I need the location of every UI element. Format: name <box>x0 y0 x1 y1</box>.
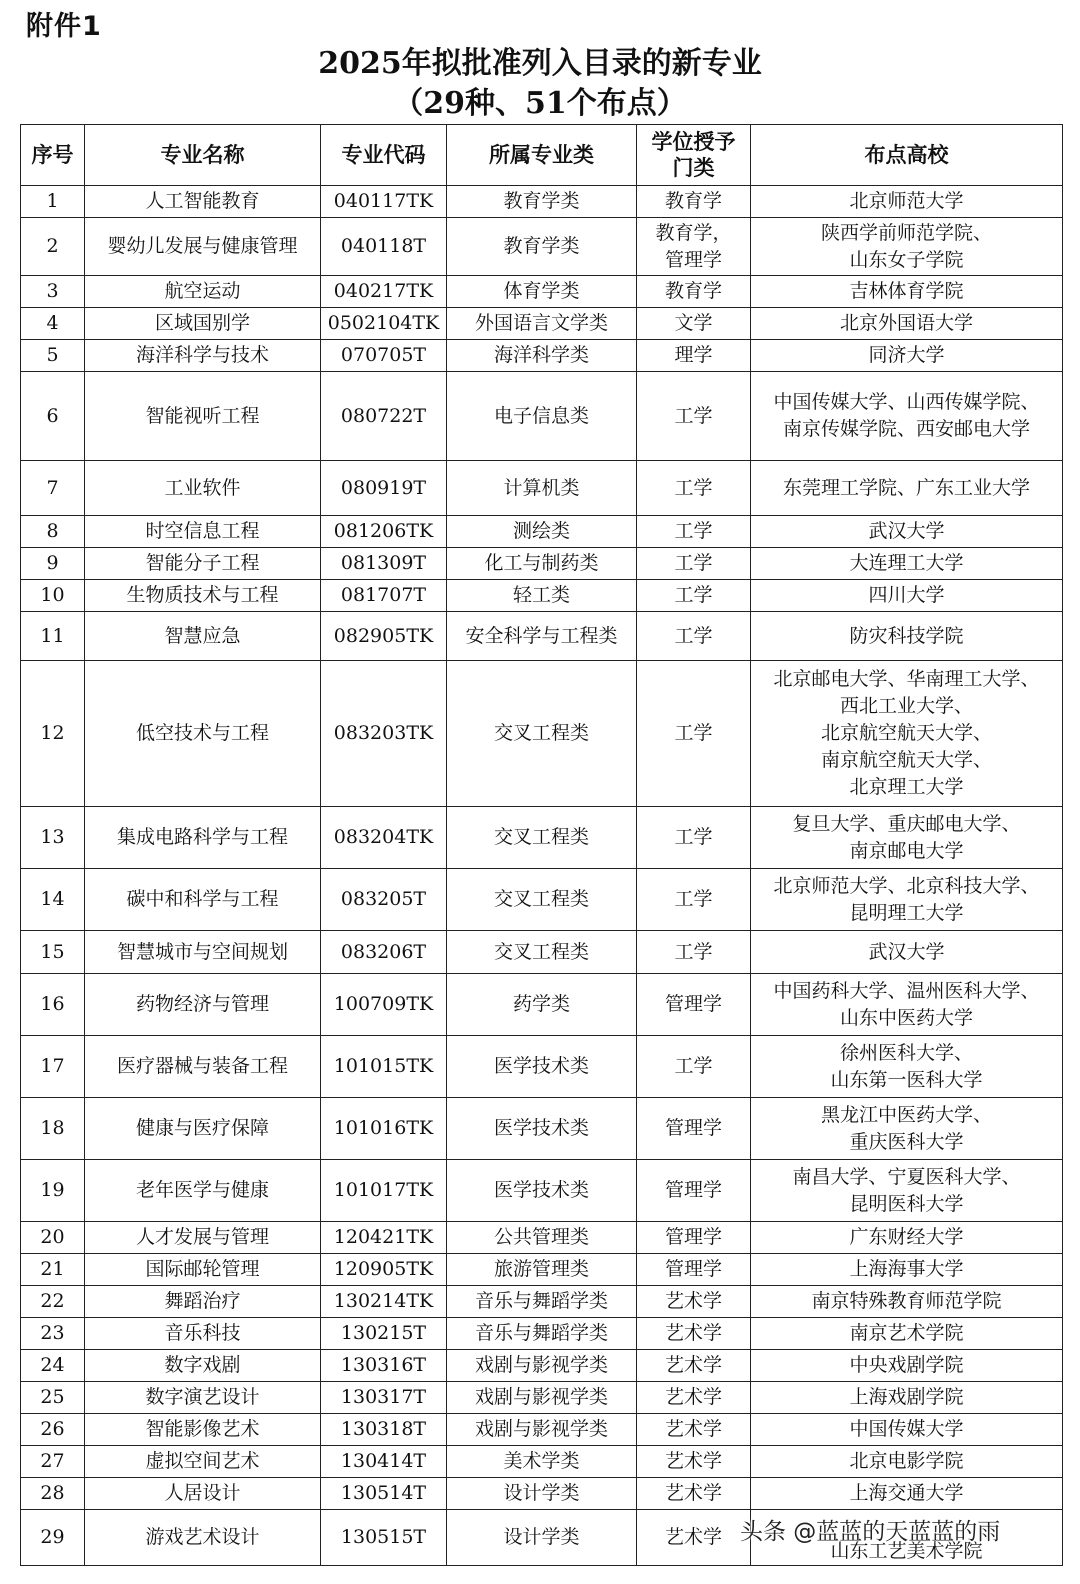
cell-institutions: 北京电影学院 <box>751 1446 1063 1478</box>
cell-major-code: 040217TK <box>321 276 447 308</box>
cell-category: 化工与制药类 <box>447 548 637 580</box>
cell-category: 轻工类 <box>447 580 637 612</box>
cell-major-name: 舞蹈治疗 <box>85 1286 321 1318</box>
cell-no: 15 <box>21 931 85 974</box>
cell-major-name: 智慧城市与空间规划 <box>85 931 321 974</box>
cell-no: 8 <box>21 516 85 548</box>
header-degree: 学位授予门类 <box>637 125 751 186</box>
table-row <box>21 516 1063 548</box>
cell-major-code: 080722T <box>321 372 447 461</box>
cell-major-code: 080919T <box>321 461 447 516</box>
cell-major-code: 100709TK <box>321 974 447 1036</box>
cell-no: 18 <box>21 1098 85 1160</box>
cell-major-name: 区域国别学 <box>85 308 321 340</box>
header-institutions: 布点高校 <box>751 125 1063 186</box>
cell-major-name: 药物经济与管理 <box>85 974 321 1036</box>
cell-category: 医学技术类 <box>447 1160 637 1222</box>
table-row <box>21 869 1063 931</box>
cell-institutions: 南京特殊教育师范学院 <box>751 1286 1063 1318</box>
table-row <box>21 340 1063 372</box>
cell-institutions: 广东财经大学 <box>751 1222 1063 1254</box>
table-row <box>21 580 1063 612</box>
cell-major-name: 智能影像艺术 <box>85 1414 321 1446</box>
table-row <box>21 218 1063 276</box>
table-row <box>21 1350 1063 1382</box>
cell-major-code: 040118T <box>321 218 447 276</box>
table-row <box>21 461 1063 516</box>
cell-category: 交叉工程类 <box>447 931 637 974</box>
cell-major-code: 130215T <box>321 1318 447 1350</box>
cell-degree: 艺术学 <box>637 1350 751 1382</box>
page-subtitle: （29种、51个布点） <box>393 86 687 121</box>
cell-no: 6 <box>21 372 85 461</box>
cell-major-code: 120421TK <box>321 1222 447 1254</box>
cell-no: 7 <box>21 461 85 516</box>
cell-no: 19 <box>21 1160 85 1222</box>
cell-no: 26 <box>21 1414 85 1446</box>
cell-degree: 文学 <box>637 308 751 340</box>
table-row <box>21 1098 1063 1160</box>
cell-major-code: 040117TK <box>321 186 447 218</box>
cell-degree: 管理学 <box>637 1254 751 1286</box>
cell-no: 17 <box>21 1036 85 1098</box>
table-row <box>21 807 1063 869</box>
cell-no: 22 <box>21 1286 85 1318</box>
cell-institutions: 上海戏剧学院 <box>751 1382 1063 1414</box>
cell-major-name: 健康与医疗保障 <box>85 1098 321 1160</box>
cell-category: 旅游管理类 <box>447 1254 637 1286</box>
cell-category: 音乐与舞蹈学类 <box>447 1318 637 1350</box>
table-row <box>21 1036 1063 1098</box>
cell-category: 音乐与舞蹈学类 <box>447 1286 637 1318</box>
cell-degree: 工学 <box>637 580 751 612</box>
cell-category: 药学类 <box>447 974 637 1036</box>
cell-institutions: 北京外国语大学 <box>751 308 1063 340</box>
table-row <box>21 1478 1063 1510</box>
attachment-label: 附件1 <box>26 11 102 42</box>
cell-major-name: 集成电路科学与工程 <box>85 807 321 869</box>
page-title: 2025年拟批准列入目录的新专业 <box>318 46 762 81</box>
cell-no: 20 <box>21 1222 85 1254</box>
cell-degree: 管理学 <box>637 1098 751 1160</box>
cell-major-name: 碳中和科学与工程 <box>85 869 321 931</box>
cell-major-name: 工业软件 <box>85 461 321 516</box>
table-row <box>21 308 1063 340</box>
table-row <box>21 931 1063 974</box>
cell-major-code: 082905TK <box>321 612 447 661</box>
cell-major-code: 120905TK <box>321 1254 447 1286</box>
cell-category: 戏剧与影视学类 <box>447 1414 637 1446</box>
cell-degree: 管理学 <box>637 974 751 1036</box>
cell-institutions: 北京师范大学、北京科技大学、 昆明理工大学 <box>751 869 1063 931</box>
cell-institutions: 北京师范大学 <box>751 186 1063 218</box>
table-row <box>21 1286 1063 1318</box>
cell-major-name: 虚拟空间艺术 <box>85 1446 321 1478</box>
cell-category: 安全科学与工程类 <box>447 612 637 661</box>
cell-category: 测绘类 <box>447 516 637 548</box>
cell-major-code: 101015TK <box>321 1036 447 1098</box>
cell-degree: 工学 <box>637 931 751 974</box>
cell-major-code: 0502104TK <box>321 308 447 340</box>
cell-no: 11 <box>21 612 85 661</box>
cell-major-name: 数字演艺设计 <box>85 1382 321 1414</box>
cell-institutions: 黑龙江中医药大学、 重庆医科大学 <box>751 1098 1063 1160</box>
cell-institutions: 防灾科技学院 <box>751 612 1063 661</box>
cell-degree: 艺术学 <box>637 1478 751 1510</box>
cell-degree: 工学 <box>637 661 751 807</box>
cell-institutions: 武汉大学 <box>751 516 1063 548</box>
cell-major-code: 081707T <box>321 580 447 612</box>
cell-major-name: 海洋科学与技术 <box>85 340 321 372</box>
cell-major-name: 生物质技术与工程 <box>85 580 321 612</box>
cell-category: 电子信息类 <box>447 372 637 461</box>
cell-degree: 艺术学 <box>637 1286 751 1318</box>
cell-major-name: 老年医学与健康 <box>85 1160 321 1222</box>
cell-major-name: 游戏艺术设计 <box>85 1510 321 1566</box>
cell-major-name: 智能分子工程 <box>85 548 321 580</box>
cell-no: 14 <box>21 869 85 931</box>
cell-major-code: 101016TK <box>321 1098 447 1160</box>
table-row <box>21 1222 1063 1254</box>
cell-category: 美术学类 <box>447 1446 637 1478</box>
cell-institutions: 上海海事大学 <box>751 1254 1063 1286</box>
cell-no: 3 <box>21 276 85 308</box>
cell-major-code: 083203TK <box>321 661 447 807</box>
cell-category: 外国语言文学类 <box>447 308 637 340</box>
table-row <box>21 1446 1063 1478</box>
cell-category: 公共管理类 <box>447 1222 637 1254</box>
table-row <box>21 661 1063 807</box>
cell-major-name: 人居设计 <box>85 1478 321 1510</box>
cell-degree: 工学 <box>637 461 751 516</box>
table-row <box>21 1254 1063 1286</box>
cell-institutions: 复旦大学、重庆邮电大学、 南京邮电大学 <box>751 807 1063 869</box>
cell-degree: 工学 <box>637 516 751 548</box>
cell-degree: 工学 <box>637 869 751 931</box>
cell-no: 28 <box>21 1478 85 1510</box>
table-row <box>21 1414 1063 1446</box>
cell-major-code: 130318T <box>321 1414 447 1446</box>
cell-degree: 工学 <box>637 548 751 580</box>
watermark: 头条 @蓝蓝的天蓝蓝的雨 <box>740 1519 1001 1545</box>
cell-institutions: 北京邮电大学、华南理工大学、 西北工业大学、 北京航空航天大学、 南京航空航天大学、 北京理工大学 <box>751 661 1063 807</box>
cell-major-name: 医疗器械与装备工程 <box>85 1036 321 1098</box>
cell-institutions: 山东工艺美术学院 <box>751 1510 1063 1566</box>
cell-category: 海洋科学类 <box>447 340 637 372</box>
cell-no: 1 <box>21 186 85 218</box>
table-row <box>21 276 1063 308</box>
cell-degree: 工学 <box>637 1036 751 1098</box>
cell-major-code: 130214TK <box>321 1286 447 1318</box>
cell-degree: 艺术学 <box>637 1382 751 1414</box>
cell-category: 教育学类 <box>447 186 637 218</box>
cell-degree: 工学 <box>637 612 751 661</box>
cell-degree: 教育学 <box>637 186 751 218</box>
cell-no: 10 <box>21 580 85 612</box>
cell-degree: 工学 <box>637 807 751 869</box>
cell-no: 9 <box>21 548 85 580</box>
cell-major-name: 低空技术与工程 <box>85 661 321 807</box>
cell-no: 29 <box>21 1510 85 1566</box>
cell-no: 2 <box>21 218 85 276</box>
table-row <box>21 186 1063 218</box>
header-code: 专业代码 <box>321 125 447 186</box>
cell-no: 21 <box>21 1254 85 1286</box>
cell-category: 戏剧与影视学类 <box>447 1350 637 1382</box>
cell-degree: 管理学 <box>637 1160 751 1222</box>
cell-major-name: 航空运动 <box>85 276 321 308</box>
cell-major-code: 130514T <box>321 1478 447 1510</box>
table-header-row <box>21 125 1063 186</box>
cell-no: 12 <box>21 661 85 807</box>
cell-major-code: 083205T <box>321 869 447 931</box>
cell-category: 医学技术类 <box>447 1036 637 1098</box>
header-no: 序号 <box>21 125 85 186</box>
cell-major-code: 130515T <box>321 1510 447 1566</box>
table-row <box>21 974 1063 1036</box>
cell-major-code: 070705T <box>321 340 447 372</box>
cell-institutions: 同济大学 <box>751 340 1063 372</box>
table-row <box>21 1318 1063 1350</box>
cell-no: 5 <box>21 340 85 372</box>
cell-category: 计算机类 <box>447 461 637 516</box>
cell-category: 交叉工程类 <box>447 661 637 807</box>
cell-degree: 工学 <box>637 372 751 461</box>
cell-no: 16 <box>21 974 85 1036</box>
cell-institutions: 南京艺术学院 <box>751 1318 1063 1350</box>
cell-no: 27 <box>21 1446 85 1478</box>
cell-institutions: 武汉大学 <box>751 931 1063 974</box>
cell-institutions: 吉林体育学院 <box>751 276 1063 308</box>
cell-category: 医学技术类 <box>447 1098 637 1160</box>
table-row <box>21 548 1063 580</box>
cell-institutions: 徐州医科大学、 山东第一医科大学 <box>751 1036 1063 1098</box>
cell-category: 交叉工程类 <box>447 869 637 931</box>
cell-degree: 教育学 <box>637 276 751 308</box>
cell-degree: 艺术学 <box>637 1446 751 1478</box>
cell-institutions: 大连理工大学 <box>751 548 1063 580</box>
cell-major-code: 101017TK <box>321 1160 447 1222</box>
cell-category: 戏剧与影视学类 <box>447 1382 637 1414</box>
cell-category: 交叉工程类 <box>447 807 637 869</box>
cell-major-name: 智能视听工程 <box>85 372 321 461</box>
cell-institutions: 中央戏剧学院 <box>751 1350 1063 1382</box>
cell-major-code: 083204TK <box>321 807 447 869</box>
table-row <box>21 612 1063 661</box>
cell-major-code: 081206TK <box>321 516 447 548</box>
cell-major-code: 130414T <box>321 1446 447 1478</box>
cell-institutions: 中国传媒大学、山西传媒学院、 南京传媒学院、西安邮电大学 <box>751 372 1063 461</box>
cell-major-name: 时空信息工程 <box>85 516 321 548</box>
table-row <box>21 1160 1063 1222</box>
header-category: 所属专业类 <box>447 125 637 186</box>
cell-no: 4 <box>21 308 85 340</box>
cell-category: 教育学类 <box>447 218 637 276</box>
cell-degree: 艺术学 <box>637 1510 751 1566</box>
cell-category: 体育学类 <box>447 276 637 308</box>
cell-major-code: 130316T <box>321 1350 447 1382</box>
cell-institutions: 东莞理工学院、广东工业大学 <box>751 461 1063 516</box>
cell-institutions: 中国药科大学、温州医科大学、 山东中医药大学 <box>751 974 1063 1036</box>
cell-category: 设计学类 <box>447 1510 637 1566</box>
cell-no: 13 <box>21 807 85 869</box>
cell-degree: 艺术学 <box>637 1414 751 1446</box>
cell-degree: 管理学 <box>637 1222 751 1254</box>
cell-no: 23 <box>21 1318 85 1350</box>
cell-major-name: 婴幼儿发展与健康管理 <box>85 218 321 276</box>
cell-degree: 艺术学 <box>637 1318 751 1350</box>
cell-institutions: 中国传媒大学 <box>751 1414 1063 1446</box>
cell-category: 设计学类 <box>447 1478 637 1510</box>
cell-degree: 教育学， 管理学 <box>637 218 751 276</box>
cell-major-name: 人才发展与管理 <box>85 1222 321 1254</box>
cell-institutions: 南昌大学、宁夏医科大学、 昆明医科大学 <box>751 1160 1063 1222</box>
cell-major-name: 国际邮轮管理 <box>85 1254 321 1286</box>
cell-major-name: 数字戏剧 <box>85 1350 321 1382</box>
cell-major-code: 081309T <box>321 548 447 580</box>
cell-degree: 理学 <box>637 340 751 372</box>
majors-table <box>20 124 1063 1566</box>
header-name: 专业名称 <box>85 125 321 186</box>
cell-institutions: 陕西学前师范学院、 山东女子学院 <box>751 218 1063 276</box>
cell-no: 25 <box>21 1382 85 1414</box>
cell-institutions: 四川大学 <box>751 580 1063 612</box>
cell-major-name: 智慧应急 <box>85 612 321 661</box>
cell-major-code: 083206T <box>321 931 447 974</box>
cell-major-code: 130317T <box>321 1382 447 1414</box>
cell-major-name: 人工智能教育 <box>85 186 321 218</box>
cell-major-name: 音乐科技 <box>85 1318 321 1350</box>
cell-institutions: 上海交通大学 <box>751 1478 1063 1510</box>
table-row <box>21 1382 1063 1414</box>
table-row <box>21 372 1063 461</box>
cell-no: 24 <box>21 1350 85 1382</box>
